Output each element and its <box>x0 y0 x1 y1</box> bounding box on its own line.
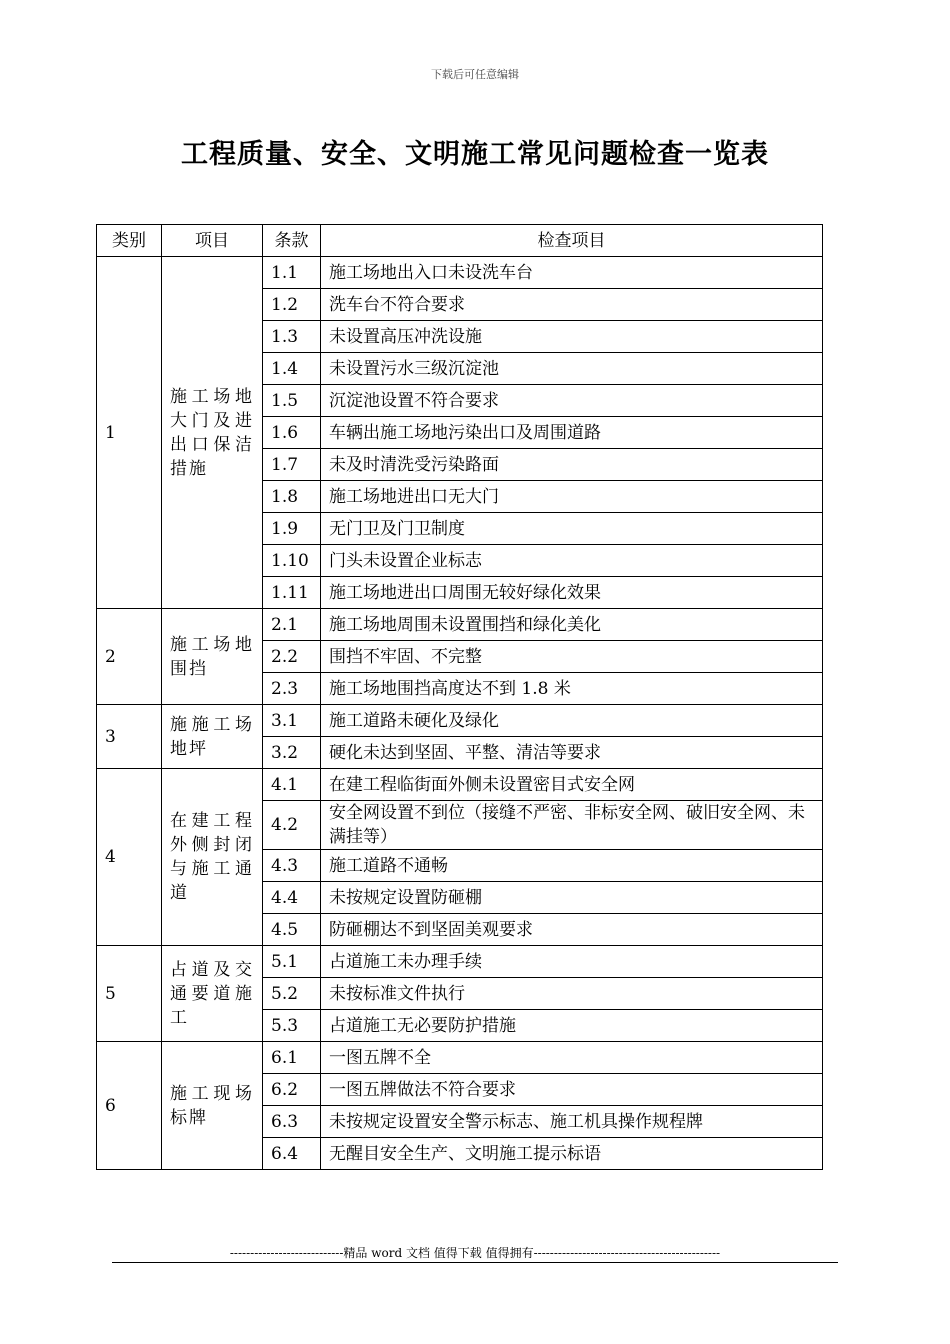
column-header-category: 类别 <box>97 225 162 257</box>
clause-code-cell: 4.5 <box>263 914 321 946</box>
category-cell: 1 <box>97 257 162 609</box>
check-item-cell: 未设置污水三级沉淀池 <box>321 353 823 385</box>
table-row <box>97 946 823 978</box>
check-item-cell: 车辆出施工场地污染出口及周围道路 <box>321 417 823 449</box>
project-cell: 施工场地大门及进出口保洁措施 <box>162 257 263 609</box>
clause-code-cell: 1.2 <box>263 289 321 321</box>
check-item-cell: 洗车台不符合要求 <box>321 289 823 321</box>
category-cell: 6 <box>97 1042 162 1170</box>
page-title: 工程质量、安全、文明施工常见问题检查一览表 <box>181 139 769 170</box>
check-item-cell: 在建工程临街面外侧未设置密目式安全网 <box>321 769 823 801</box>
check-item-cell: 未按规定设置防砸棚 <box>321 882 823 914</box>
project-cell: 在建工程外侧封闭与施工通道 <box>162 769 263 946</box>
check-item-cell: 未设置高压冲洗设施 <box>321 321 823 353</box>
check-item-cell: 未按标准文件执行 <box>321 978 823 1010</box>
clause-code-cell: 1.5 <box>263 385 321 417</box>
column-header-project: 项目 <box>162 225 263 257</box>
clause-code-cell: 5.1 <box>263 946 321 978</box>
clause-code-cell: 1.8 <box>263 481 321 513</box>
clause-code-cell: 1.7 <box>263 449 321 481</box>
category-cell: 3 <box>97 705 162 769</box>
check-item-cell: 施工道路不通畅 <box>321 850 823 882</box>
check-item-cell: 一图五牌不全 <box>321 1042 823 1074</box>
clause-code-cell: 1.11 <box>263 577 321 609</box>
clause-code-cell: 1.4 <box>263 353 321 385</box>
check-item-cell: 未及时清洗受污染路面 <box>321 449 823 481</box>
check-item-cell: 无醒目安全生产、文明施工提示标语 <box>321 1138 823 1170</box>
check-item-cell: 施工场地出入口未设洗车台 <box>321 257 823 289</box>
check-item-cell: 门头未设置企业标志 <box>321 545 823 577</box>
clause-code-cell: 1.10 <box>263 545 321 577</box>
check-item-cell: 防砸棚达不到坚固美观要求 <box>321 914 823 946</box>
table-row <box>97 609 823 641</box>
clause-code-cell: 4.1 <box>263 769 321 801</box>
clause-code-cell: 1.9 <box>263 513 321 545</box>
check-item-cell: 施工场地周围未设置围挡和绿化美化 <box>321 609 823 641</box>
clause-code-cell: 2.2 <box>263 641 321 673</box>
check-item-cell: 未按规定设置安全警示标志、施工机具操作规程牌 <box>321 1106 823 1138</box>
check-item-cell: 无门卫及门卫制度 <box>321 513 823 545</box>
project-cell: 施施工场地坪 <box>162 705 263 769</box>
table-row <box>97 769 823 801</box>
check-item-cell: 沉淀池设置不符合要求 <box>321 385 823 417</box>
clause-code-cell: 3.1 <box>263 705 321 737</box>
clause-code-cell: 1.1 <box>263 257 321 289</box>
clause-code-cell: 4.4 <box>263 882 321 914</box>
project-cell: 占道及交通要道施工 <box>162 946 263 1042</box>
clause-code-cell: 4.3 <box>263 850 321 882</box>
clause-code-cell: 6.3 <box>263 1106 321 1138</box>
footer-text: ----------------------------精品 word 文档 值得下载 值得拥有---------------------------------------------- <box>229 1246 721 1260</box>
check-item-cell: 施工道路未硬化及绿化 <box>321 705 823 737</box>
table-header-row <box>97 225 823 257</box>
category-cell: 4 <box>97 769 162 946</box>
check-item-cell: 施工场地进出口无大门 <box>321 481 823 513</box>
check-item-cell: 施工场地围挡高度达不到 1.8 米 <box>321 673 823 705</box>
project-cell: 施工现场标牌 <box>162 1042 263 1170</box>
check-item-cell: 施工场地进出口周围无较好绿化效果 <box>321 577 823 609</box>
clause-code-cell: 6.2 <box>263 1074 321 1106</box>
clause-code-cell: 4.2 <box>263 801 321 850</box>
check-item-cell: 一图五牌做法不符合要求 <box>321 1074 823 1106</box>
clause-code-cell: 5.2 <box>263 978 321 1010</box>
category-cell: 2 <box>97 609 162 705</box>
project-cell: 施工场地围挡 <box>162 609 263 705</box>
table-row <box>97 1042 823 1074</box>
table-row <box>97 257 823 289</box>
check-item-cell: 围挡不牢固、不完整 <box>321 641 823 673</box>
check-item-cell: 安全网设置不到位（接缝不严密、非标安全网、破旧安全网、未满挂等） <box>321 801 823 850</box>
check-item-cell: 硬化未达到坚固、平整、清洁等要求 <box>321 737 823 769</box>
check-item-cell: 占道施工无必要防护措施 <box>321 1010 823 1042</box>
clause-code-cell: 1.6 <box>263 417 321 449</box>
clause-code-cell: 2.1 <box>263 609 321 641</box>
column-header-check-item: 检查项目 <box>321 225 823 257</box>
clause-code-cell: 1.3 <box>263 321 321 353</box>
footer-divider <box>112 1262 838 1263</box>
clause-code-cell: 2.3 <box>263 673 321 705</box>
category-cell: 5 <box>97 946 162 1042</box>
clause-code-cell: 3.2 <box>263 737 321 769</box>
table-row <box>97 705 823 737</box>
inspection-table <box>96 224 823 1170</box>
header-note: 下载后可任意编辑 <box>431 68 519 81</box>
check-item-cell: 占道施工未办理手续 <box>321 946 823 978</box>
clause-code-cell: 6.4 <box>263 1138 321 1170</box>
clause-code-cell: 6.1 <box>263 1042 321 1074</box>
column-header-clause: 条款 <box>263 225 321 257</box>
clause-code-cell: 5.3 <box>263 1010 321 1042</box>
table-body <box>97 257 823 1170</box>
